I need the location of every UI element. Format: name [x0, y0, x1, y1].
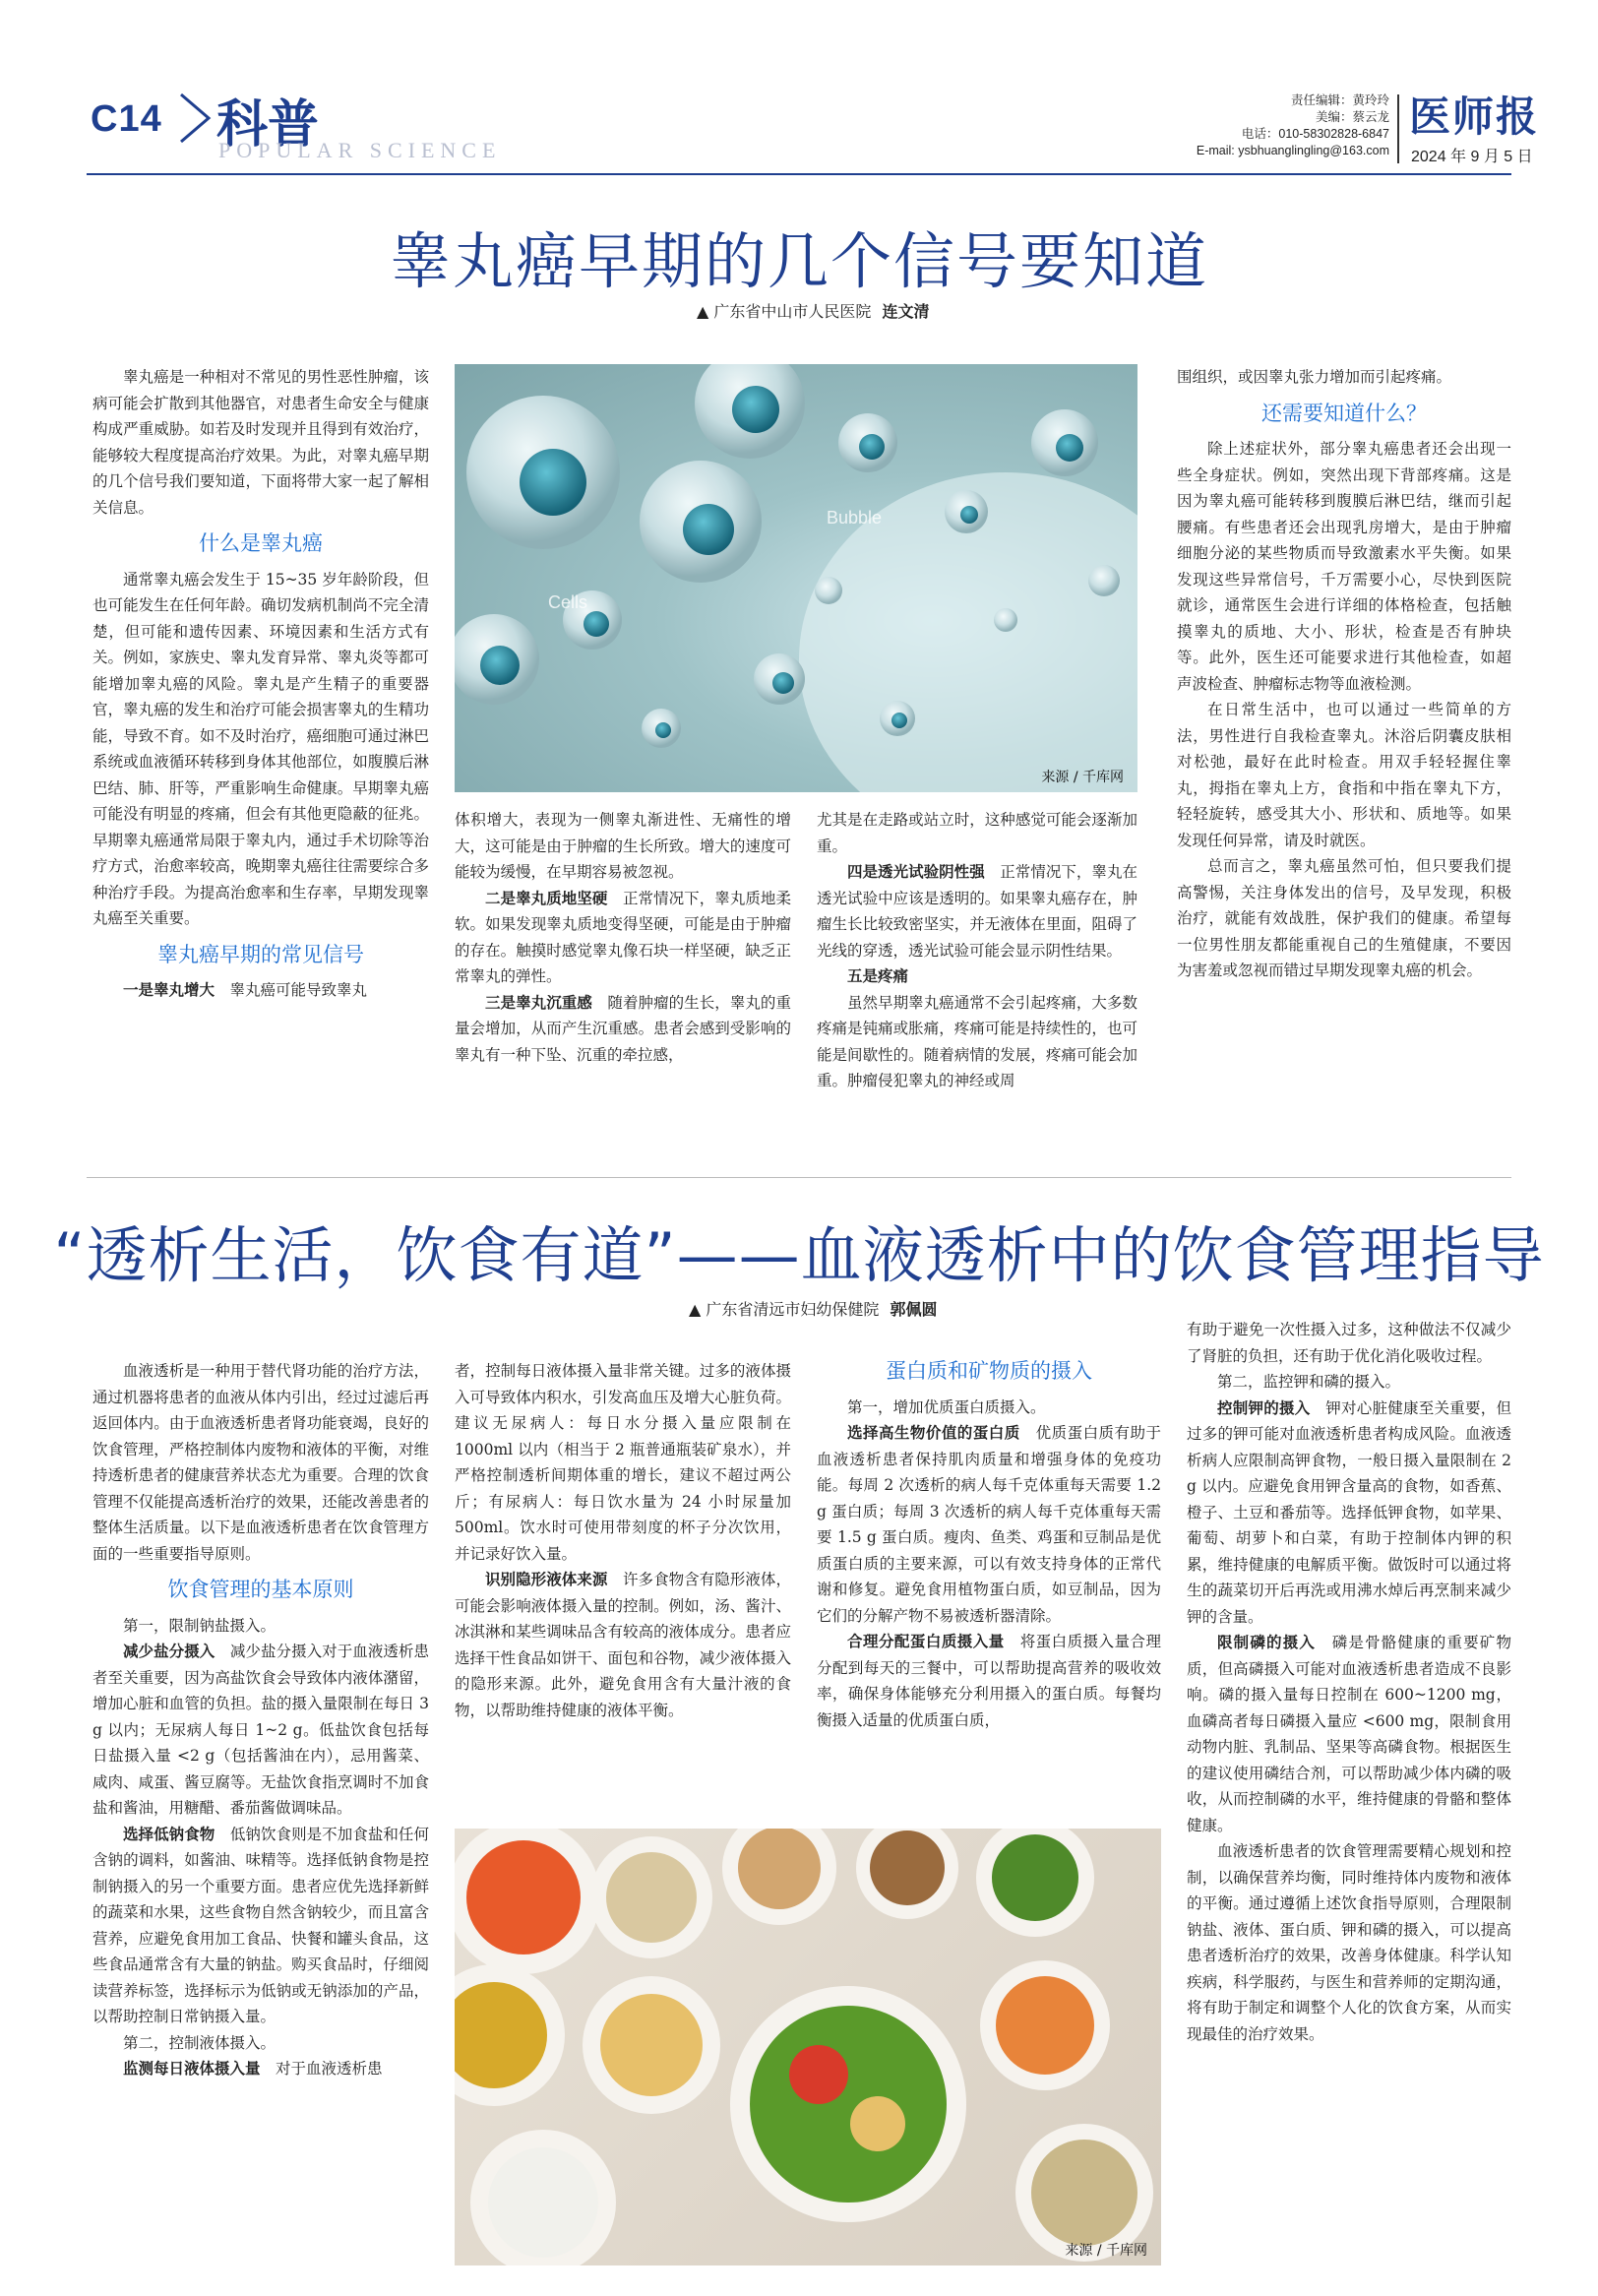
- lead-text: 选择高生物价值的蛋白质: [847, 1424, 1020, 1442]
- article1-intro: 睾丸癌是一种相对不常见的男性恶性肿瘤，该病可能会扩散到其他器官，对患者生命安全与健康构成严重威胁。如若及时发现并且得到有效治疗，能够较大程度提高治疗效果。为此，对睾丸癌早期的几个信号我们要知道，下面将带大家一起了解相关信息。: [92, 368, 429, 517]
- article2-column-1: [92, 1358, 429, 2082]
- lead-text: 二是睾丸质地坚硬: [485, 889, 608, 907]
- staff-editor: 责任编辑：黄玲玲: [1290, 93, 1389, 107]
- staff-phone: 电话：010-58302828-6847: [1241, 127, 1389, 141]
- body-text: 优质蛋白质有助于血液透析患者保持肌肉质量和增强身体的免疫功能。每周 2 次透析的病人每千克体重每天需要 1.2 g 蛋白质；每周 3 次透析的病人每千克体重每天需要 1.5 g 蛋白质。瘦肉、鱼类、鸡蛋和豆制品是优质蛋白质的主要来源，可以有效支持身体的正常代谢和修复。避免食用植物蛋白质，如豆制品，因为它们的分解产物不易被透析器清除。: [817, 1424, 1161, 1625]
- article2-byline-author: 郭佩圆: [890, 1300, 938, 1319]
- article1-paragraph: [817, 859, 1137, 963]
- article2-column-2: [455, 1358, 791, 1723]
- lead-text: 四是透光试验阴性强: [847, 863, 985, 881]
- article2-paragraph: 血液透析患者的饮食管理需要精心规划和控制，以确保营养均衡，同时维持体内废物和液体的平衡。通过遵循上述饮食指导原则，合理限制钠盐、液体、蛋白质、钾和磷的摄入，可以提高患者透析治疗的效果，改善身体健康。科学认知疾病，科学服药，与医生和营养师的定期沟通，将有助于制定和调整个人化的饮食方案，从而实现最佳的治疗效果。: [1187, 1842, 1511, 2043]
- article2-subhead-protein: 蛋白质和矿物质的摄入: [886, 1359, 1092, 1383]
- food-image: [455, 1829, 1161, 2265]
- section-subtitle: POPULAR SCIENCE: [218, 138, 502, 162]
- article1-title: 睾丸癌早期的几个信号要知道: [389, 225, 1208, 297]
- article2-byline-org: ▲ 广东省清远市妇幼保健院: [689, 1300, 880, 1319]
- food-bowls-photo: [455, 1829, 1161, 2265]
- article1-subhead-more: 还需要知道什么？: [1261, 401, 1427, 425]
- staff-info: [1197, 93, 1389, 159]
- article1-paragraph: [455, 886, 791, 990]
- article2-column-4: [1187, 1317, 1511, 2047]
- article1-paragraph: 虽然早期睾丸癌通常不会引起疼痛，大多数疼痛是钝痛或胀痛，疼痛可能是持续性的，也可能是间歇性的。随着病情的发展，疼痛可能会加重。肿瘤侵犯睾丸的神经或周: [817, 993, 1137, 1089]
- article2-paragraph: 第二，监控钾和磷的摄入。: [1217, 1373, 1401, 1391]
- lead-text: 选择低钠食物: [123, 1825, 215, 1843]
- article1-paragraph: 尤其是在走路或站立时，这种感觉可能会逐渐加重。: [817, 811, 1137, 855]
- article2-paragraph: 有助于避免一次性摄入过多，这种做法不仅减少了肾脏的负担，还有助于优化消化吸收过程。: [1187, 1321, 1511, 1365]
- body-text: 随着肿瘤的生长，睾丸的重量会增加，从而产生沉重感。患者会感到受影响的睾丸有一种下坠、沉重的牵拉感，: [455, 993, 791, 1064]
- article1-paragraph: 总而言之，睾丸癌虽然可怕，但只要我们提高警惕，关注身体发出的信号，及早发现，积极治疗，就能有效战胜，保护我们的健康。希望每一位男性朋友都能重视自己的生殖健康，不要因为害羞或忽视而错过早期发现睾丸癌的机会。: [1177, 857, 1511, 979]
- lead-text: 识别隐形液体来源: [485, 1571, 608, 1588]
- cells-image: [455, 364, 1137, 792]
- article2-paragraph: [817, 1629, 1161, 1733]
- article2-paragraph: [92, 2056, 429, 2082]
- staff-designer: 美编：蔡云龙: [1315, 110, 1389, 124]
- article2-byline: [689, 1297, 938, 1320]
- lead-text: 一是睾丸增大: [123, 981, 215, 999]
- article1-byline-org: ▲ 广东省中山市人民医院: [697, 302, 872, 321]
- body-text: 对于血液透析患: [276, 2060, 383, 2078]
- article1-paragraph: [455, 990, 791, 1069]
- body-text: 睾丸癌可能导致睾丸: [229, 981, 368, 999]
- article2-paragraph: [455, 1567, 791, 1723]
- article1-column-2: [455, 807, 791, 1068]
- article2-paragraph: 第一，增加优质蛋白质摄入。: [847, 1397, 1046, 1416]
- page-number: C14: [91, 98, 162, 140]
- body-text: 钾对心脏健康至关重要，但过多的钾可能对血液透析患者构成风险。血液透析病人应限制高钾食物，一般日摄入量限制在 2 g 以内。应避免食用钾含量高的食物，如香蕉、橙子、土豆和番茄等。选择低钾食物，如苹果、葡萄、胡萝卜和白菜，有助于控制体内钾的积累，维持健康的电解质平衡。做饭时可以通过将生的蔬菜切开后再洗或用沸水焯后再烹制来减少钾的含量。: [1187, 1398, 1511, 1626]
- article1-column-3: [817, 807, 1137, 1094]
- bubble-label: Bubble: [827, 508, 883, 527]
- article1-paragraph: 除上述症状外，部分睾丸癌患者还会出现一些全身症状。例如，突然出现下背部疼痛。这是因为睾丸癌可能转移到腹膜后淋巴结，继而引起腰痛。有些患者还会出现乳房增大，是由于肿瘤细胞分泌的某些物质而导致激素水平失衡。如果发现这些异常信号，千万需要小心，尽快到医院就诊，通常医生会进行详细的体格检查，包括触摸睾丸的质地、大小、形状，检查是否有肿块等。此外，医生还可能要求进行其他检查，如超声波检查、肿瘤标志物等血液检测。: [1177, 440, 1511, 693]
- article2-paragraph: [1187, 1630, 1511, 1838]
- article2-subhead-principles: 饮食管理的基本原则: [167, 1578, 354, 1601]
- article2-paragraph: 者，控制每日液体摄入量非常关键。过多的液体摄入可导致体内积水，引发高血压及增大心脏负荷。建议无尿病人：每日水分摄入量应限制在 1000ml 以内（相当于 2 瓶普通瓶装矿泉水），并严格控制透析间期体重的增长，建议不超过两公斤；有尿病人：每日饮水量为 24 小时尿量加 500ml。饮水时可使用带刻度的杯子分次饮用，并记录好饮入量。: [455, 1362, 791, 1563]
- body-text: 减少盐分摄入对于血液透析患者至关重要，因为高盐饮食会导致体内液体潴留，增加心脏和血管的负担。盐的摄入量限制在每日 3 g 以内；无尿病人每日 1~2 g。低盐饮食包括每日盐摄入量 <2 g（包括酱油在内），忌用酱菜、咸肉、咸蛋、酱豆腐等。无盐饮食指烹调时不加食盐和酱油，用糖醋、番茄酱做调味品。: [92, 1643, 429, 1817]
- article2-paragraph: [92, 1822, 429, 2030]
- body-text: 正常情况下，睾丸在透光试验中应该是透明的。如果睾丸癌存在，肿瘤生长比较致密坚实，并无液体在里面，阻碍了光线的穿透，透光试验可能会显示阴性结果。: [817, 863, 1137, 960]
- article2-column-3: [817, 1358, 1161, 1733]
- lead-text: 合理分配蛋白质摄入量: [847, 1633, 1005, 1650]
- masthead-logo: 医师报: [1409, 93, 1540, 141]
- body-text: 许多食物含有隐形液体，可能会影响液体摄入量的控制。例如，汤、酱汁、冰淇淋和某些调味品含有较高的液体成分。患者应选择干性食品如饼干、面包和谷物，减少液体摄入的隐形来源。此外，避免食用含有大量汁液的食物，以帮助维持健康的液体平衡。: [455, 1571, 791, 1719]
- article-divider: [87, 1177, 1511, 1178]
- article2-paragraph: [817, 1420, 1161, 1629]
- image-credit: 来源 / 千库网: [1041, 770, 1124, 785]
- article2-paragraph: [1187, 1396, 1511, 1631]
- article1-paragraph: 体积增大，表现为一侧睾丸渐进性、无痛性的增大，这可能是由于肿瘤的生长所致。增大的速度可能较为缓慢，在早期容易被忽视。: [455, 811, 791, 881]
- body-text: 低钠饮食则是不加食盐和任何含钠的调料，如酱油、味精等。选择低钠食物是控制钠摄入的另一个重要方面。患者应优先选择新鲜的蔬菜和水果，这些食物自然含钠较少，而且富含营养，应避免食用加工食品、快餐和罐头食品，这些食品通常含有大量的钠盐。购买食品时，仔细阅读营养标签，选择标示为低钠或无钠添加的产品，以帮助控制日常钠摄入量。: [92, 1825, 429, 2025]
- issue-date: 2024 年 9 月 5 日: [1411, 149, 1533, 165]
- article1-subhead-signals: 睾丸癌早期的常见信号: [157, 942, 364, 966]
- article2-title: “透析生活，饮食有道”——血液透析中的饮食管理指导: [53, 1219, 1545, 1291]
- article1-column-4: [1177, 364, 1511, 984]
- lead-text: 限制磷的摄入: [1217, 1634, 1317, 1651]
- header-separator: [1397, 94, 1399, 163]
- cells-illustration: [455, 364, 1137, 792]
- article1-byline: [697, 299, 930, 322]
- staff-email: E-mail: ysbhuanglingling@163.com: [1196, 144, 1389, 157]
- article2-paragraph: [92, 1639, 429, 1822]
- cells-label: Cells: [548, 592, 588, 612]
- article2-paragraph: 第一，限制钠盐摄入。: [123, 1616, 277, 1635]
- body-text: 将蛋白质摄入量合理分配到每天的三餐中，可以帮助提高营养的吸收效率，确保身体能够充分利用摄入的蛋白质。每餐均衡摄入适量的优质蛋白质，: [817, 1633, 1161, 1729]
- article2-intro: 血液透析是一种用于替代肾功能的治疗方法，通过机器将患者的血液从体内引出，经过过滤后再返回体内。由于血液透析患者肾功能衰竭，良好的饮食管理，严格控制体内废物和液体的平衡，对维持透析患者的健康营养状态尤为重要。合理的饮食管理不仅能提高透析治疗的效果，还能改善患者的整体生活质量。以下是血液透析患者在饮食管理方面的一些重要指导原则。: [92, 1362, 429, 1563]
- body-text: 磷是骨骼健康的重要矿物质，但高磷摄入可能对血液透析患者造成不良影响。磷的摄入量每日控制在 600~1200 mg，血磷高者每日磷摄入量应 <600 mg，限制食用动物内脏、乳制品、坚果等高磷食物。根据医生的建议使用磷结合剂，可以帮助减少体内磷的吸收，从而控制磷的水平，维持健康的骨骼和整体健康。: [1187, 1634, 1511, 1834]
- lead-text: 三是睾丸沉重感: [485, 993, 592, 1012]
- article1-lead-pain: 五是疼痛: [847, 967, 909, 985]
- lead-text: 减少盐分摄入: [123, 1643, 215, 1660]
- header-rule: [87, 173, 1511, 175]
- article1-column-1: [92, 364, 429, 1004]
- chevron-right-icon: [177, 91, 216, 146]
- article2-paragraph: 第二，控制液体摄入。: [123, 2033, 277, 2052]
- article1-paragraph: 在日常生活中，也可以通过一些简单的方法，男性进行自我检查睾丸。沐浴后阴囊皮肤相对松弛，最好在此时检查。用双手轻轻握住睾丸，拇指在睾丸上方，食指和中指在睾丸下方，轻轻旋转，感受其大小、形状和、质地等。如果发现任何异常，请及时就医。: [1177, 701, 1511, 849]
- article1-subhead-what: 什么是睾丸癌: [199, 531, 323, 555]
- article1-paragraph: 围组织，或因睾丸张力增加而引起疼痛。: [1177, 368, 1452, 386]
- article1-byline-author: 连文清: [882, 302, 930, 321]
- article1-paragraph: [92, 977, 429, 1004]
- article1-paragraph: 通常睾丸癌会发生于 15~35 岁年龄阶段，但也可能发生在任何年龄。确切发病机制尚不完全清楚，但可能和遗传因素、环境因素和生活方式有关。例如，家族史、睾丸发育异常、睾丸炎等都可能增加睾丸癌的风险。睾丸是产生精子的重要器官，睾丸癌的发生和治疗可能会损害睾丸的生精功能，导致不育。如不及时治疗，癌细胞可通过淋巴系统或血液循环转移到身体其他部位，如腹膜后淋巴结、肺、肝等，严重影响生命健康。早期睾丸癌可能没有明显的疼痛，但会有其他更隐蔽的征兆。早期睾丸癌通常局限于睾丸内，通过手术切除等治疗方式，治愈率较高，晚期睾丸癌往往需要综合多种治疗手段。为提高治愈率和生存率，早期发现睾丸癌至关重要。: [92, 570, 429, 927]
- lead-text: 控制钾的摄入: [1217, 1398, 1311, 1417]
- body-text: 正常情况下，睾丸质地柔软。如果发现睾丸质地变得坚硬，可能是由于肿瘤的存在。触摸时感觉睾丸像石块一样坚硬，缺乏正常睾丸的弹性。: [455, 889, 791, 985]
- section-title: 科普: [216, 95, 320, 155]
- image-credit: 来源 / 千库网: [1065, 2243, 1147, 2259]
- lead-text: 监测每日液体摄入量: [123, 2060, 261, 2078]
